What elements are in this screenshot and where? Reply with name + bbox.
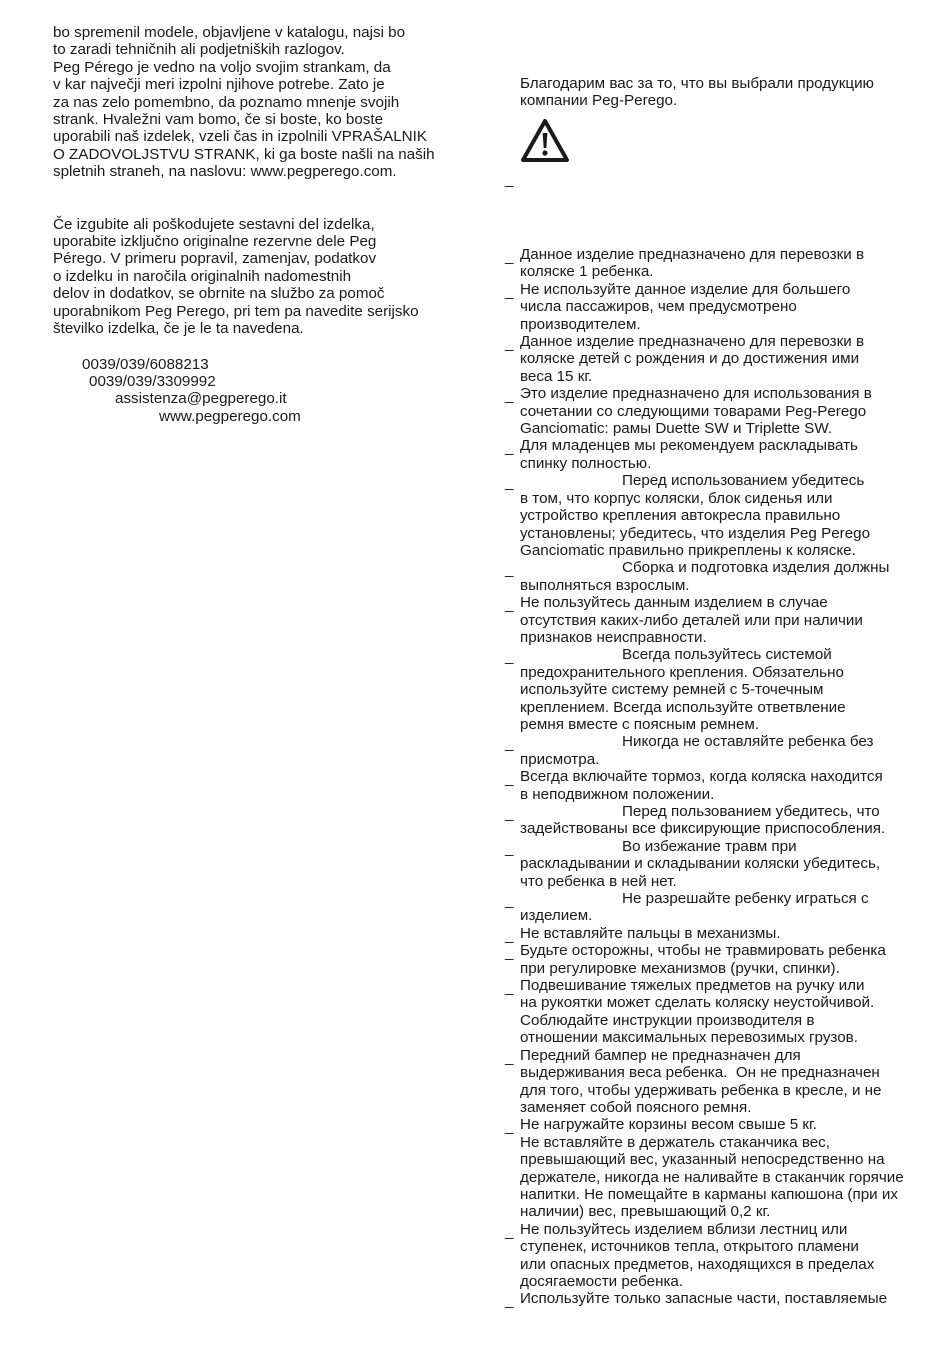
list-item-text-line: напитки. Не помещайте в карманы капюшона (при их [520,1185,898,1203]
text-line: uporabite izključno originalne rezervne dele Peg [53,233,377,251]
list-item-text-line: Передний бампер не предназначен для [520,1046,801,1064]
text-line: bo spremenil modele, objavljene v katalogu, najsi bo [53,24,406,41]
list-item-text-line: Данное изделие предназначено для перевозки в [520,246,865,263]
list-item-text-line: признаков неисправности. [520,628,707,646]
list-item [505,472,935,559]
bullet-dash: _ [505,170,514,188]
list-item-text-line: выполняться взрослым. [520,576,690,594]
list-item [505,733,935,768]
slovenian-paragraph-2 [53,216,463,338]
bullet-dash: _ [505,892,514,910]
list-item-text-line: Подвешивание тяжелых предметов на ручку или [520,977,865,995]
list-item-text-line: в том, что корпус коляски, блок сиденья или [520,489,833,507]
bullet-dash: _ [505,561,514,579]
list-item [505,768,935,803]
list-item-text-line: Перед использованием убедитесь [622,472,865,490]
list-item [505,1116,935,1220]
list-item-text-line: Не нагружайте корзины весом свыше 5 кг. [520,1116,817,1134]
bullet-dash: _ [505,1292,514,1310]
list-item-text-line: Для младенцев мы рекомендуем раскладывать [520,437,858,455]
bullet-dash: _ [505,596,514,614]
list-item-text-line: установлены; убедитесь, что изделия Peg Perego [520,524,871,542]
list-item [505,977,935,1047]
list-item-text-line: превышающий вес, указанный непосредственно на [520,1151,885,1169]
bullet-dash: _ [505,439,514,457]
list-item-text-line: Во избежание травм при [622,837,797,855]
list-item [505,559,935,594]
bullet-dash: _ [505,335,514,353]
text-line: uporabili naš izdelek, vzeli čas in izpolnili VPRAŠALNIK [53,128,427,146]
email-link[interactable]: assistenza@pegperego.it [115,390,287,408]
list-item-text-line: для того, чтобы удерживать ребенка в кресле, и не [520,1081,882,1099]
list-item-text-line: отношении максимальных перевозимых грузов. [520,1029,858,1047]
list-item-text-line: Всегда пользуйтесь системой [622,646,832,664]
bullet-dash: _ [505,735,514,753]
phone-number: 0039/039/6088213 [82,355,209,373]
text-line: Peg Pérego je vedno na voljo svojim strankam, da [53,58,391,76]
list-item-text-line: при регулировке механизмов (ручки, спинки). [520,959,840,977]
russian-intro [505,75,930,188]
list-item [505,803,935,838]
bullet-dash: _ [505,805,514,822]
list-item-text-line: ремня вместе с поясным ремнем. [520,715,760,733]
list-item-text-line: Всегда включайте тормоз, когда коляска находится [520,768,883,786]
list-item-text-line: Не используйте данное изделие для большего [520,280,851,298]
list-item [505,942,935,977]
bullet-dash: _ [505,839,514,857]
list-item-text-line: креплением. Всегда используйте ответвление [520,698,846,716]
slovenian-paragraph-1 [53,24,463,181]
bullet-dash: _ [505,1118,514,1136]
text-line: delov in dodatkov, se obrnite na službo za pomoč [53,285,385,303]
list-item-text-line: Сборка и подготовка изделия должны [622,559,890,577]
list-item-text-line: раскладывании и складывании коляски убедитесь, [520,855,881,873]
text-line: Če izgubite ali poškodujete sestavni del izdelka, [53,215,375,233]
text-line: številko izdelka, če je le ta navedena. [53,320,304,338]
list-item [505,1221,935,1291]
bullet-dash: _ [505,474,514,492]
list-item [505,281,935,333]
contact-block [53,356,463,426]
bullet-dash: _ [505,387,514,405]
list-item-text-line: изделием. [520,907,593,925]
text-line: o izdelku in naročila originalnih nadomestnih [53,267,352,285]
list-item-text-line: числа пассажиров, чем предусмотрено [520,298,797,316]
list-item-text-line: Соблюдайте инструкции производителя в [520,1011,815,1029]
russian-warnings-list [505,246,935,1308]
list-item-text-line: задействованы все фиксирующие приспособления. [520,820,886,838]
list-item [505,890,935,925]
list-item-text-line: предохранительного крепления. Обязательно [520,663,844,681]
list-item-text-line: ступенек, источников тепла, открытого пламени [520,1238,859,1256]
fax-number: 0039/039/3309992 [89,372,216,390]
list-item [505,333,935,385]
bullet-dash: _ [505,926,514,944]
list-item-text-line: спинку полностью. [520,454,652,472]
website-link[interactable]: www.pegperego.com [159,407,301,425]
bullet-dash: _ [505,979,514,997]
list-item-text-line: устройство крепления автокресла правильно [520,507,841,525]
list-item-text-line: досягаемости ребенка. [520,1272,684,1290]
text-line: za nas zelo pomembno, da poznamo mnenje svojih [53,93,400,111]
list-item-text-line: Это изделие предназначено для использования в [520,385,872,403]
list-item-text-line: коляске детей с рождения и до достижения ими [520,350,860,368]
text-line: spletnih straneh, na naslovu: www.pegperego.com. [53,163,397,181]
bullet-dash: _ [505,648,514,666]
bullet-dash: _ [505,770,514,788]
list-item-text-line: что ребенка в ней нет. [520,872,677,890]
list-item-text-line: Ganciomatic правильно прикреплены к коляске. [520,541,856,559]
list-item-text-line: сочетании со следующими товарами Peg-Perego [520,402,867,420]
list-item-text-line: или опасных предметов, находящихся в пределах [520,1255,875,1273]
list-item-text-line: Будьте осторожны, чтобы не травмировать ребенка [520,942,886,960]
list-item [505,594,935,646]
list-item-text-line: производителем. [520,315,641,333]
list-item [505,385,935,437]
list-item [505,838,935,890]
list-item [505,437,935,472]
list-item [505,1047,935,1117]
text-line: uporabnikom Peg Perego, pri tem pa navedite serijsko [53,302,419,320]
list-item-text-line: выдерживания веса ребенка. Он не предназначен [520,1064,880,1082]
list-item-text-line: Не разрешайте ребенку играться с [622,890,869,908]
list-item [505,646,935,733]
list-item-text-line: Ganciomatic: рамы Duette SW и Triplette SW. [520,420,833,438]
text-line: v kar največji meri izpolni njihove potrebe. Zato je [53,76,385,94]
list-item [505,246,935,281]
list-item-text-line: присмотра. [520,750,600,768]
list-item-text-line: Используйте только запасные части, поставляемые [520,1290,888,1308]
list-item-text-line: на рукоятки может сделать коляску неустойчивой. [520,994,875,1012]
list-item-text-line: Не вставляйте пальцы в механизмы. [520,924,781,942]
list-item-text-line: Никогда не оставляйте ребенка без [622,733,874,751]
slovenian-column [53,24,463,425]
list-item-text-line: коляске 1 ребенка. [520,263,654,281]
list-item-text-line: заменяет собой поясного ремня. [520,1098,752,1116]
list-item-text-line: отсутствия каких-либо деталей или при наличии [520,611,863,629]
list-item-text-line: Перед пользованием убедитесь, что [622,803,880,820]
list-item-text-line: в неподвижном положении. [520,785,715,803]
list-item [505,925,935,942]
bullet-dash: _ [505,944,514,962]
warning-icon [520,118,570,163]
text-line: O ZADOVOLJSTVU STRANK, ki ga boste našli na naših [53,145,435,163]
bullet-dash: _ [505,282,514,300]
text-line: компании Peg-Perego. [520,92,678,110]
bullet-dash: _ [505,1222,514,1240]
text-line: to zaradi tehničnih ali podjetniških razlogov. [53,41,345,59]
list-item-text-line: держателе, никогда не наливайте в стаканчик горячие [520,1168,904,1186]
list-item-text-line: Не вставляйте в держатель стаканчика вес, [520,1133,830,1151]
list-item-text-line: используйте систему ремней с 5-точечным [520,681,824,699]
list-item-text-line: Не пользуйтесь изделием вблизи лестниц или [520,1220,848,1238]
list-item-text-line: наличии) вес, превышающий 0,2 кг. [520,1203,771,1221]
text-line: Pérego. V primeru popravil, zamenjav, podatkov [53,250,377,268]
bullet-dash: _ [505,1048,514,1066]
text-line: strank. Hvaležni vam bomo, če si boste, ko boste [53,111,384,129]
text-line: Благодарим вас за то, что вы выбрали продукцию [520,75,874,92]
list-item-text-line: Данное изделие предназначено для перевозки в [520,333,865,351]
list-item-text-line: Не пользуйтесь данным изделием в случае [520,594,828,612]
list-item-text-line: веса 15 кг. [520,367,593,385]
list-item [505,1290,935,1310]
bullet-dash: _ [505,248,514,265]
